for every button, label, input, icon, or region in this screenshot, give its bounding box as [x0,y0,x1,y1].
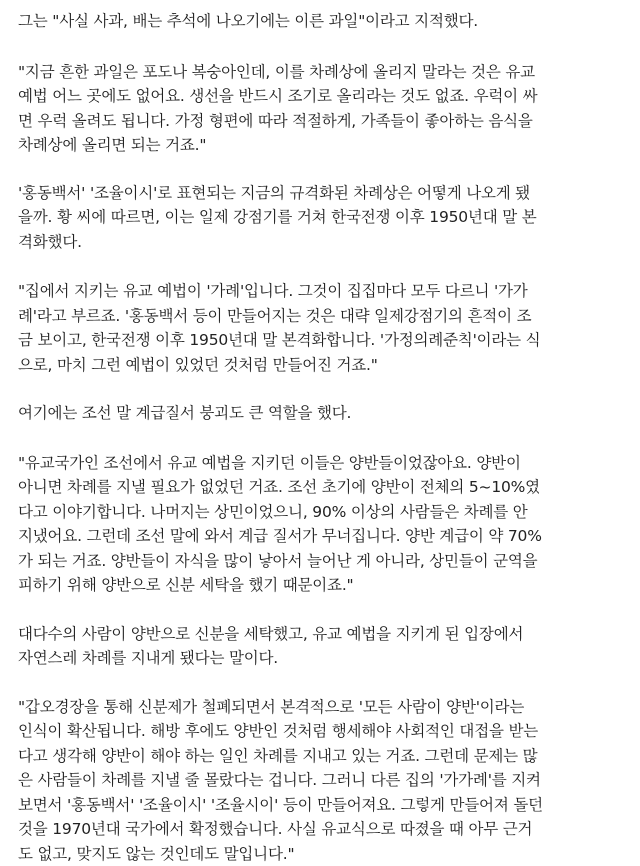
paragraph-line: 대다수의 사람이 양반으로 신분을 세탁했고, 유교 예법을 지키게 된 입장에서 [18,622,626,647]
paragraph-line: 피하기 위해 양반으로 신분 세탁을 했기 때문이죠." [18,573,626,598]
paragraph-line: 것을 1970년대 국가에서 확정했습니다. 사실 유교식으로 따졌을 때 아무 근거 [18,817,626,842]
paragraph-line: 면 우럭 올려도 됩니다. 가정 형편에 따라 적절하게, 가족들이 좋아하는 음식을 [18,109,626,134]
paragraph-line: 아니면 차례를 지낼 필요가 없었던 거죠. 조선 초기에 양반이 전체의 5~10%였 [18,475,626,500]
paragraph-8 [18,695,626,866]
paragraph-line: 을까. 황 씨에 따르면, 이는 일제 강점기를 거쳐 한국전쟁 이후 1950년대 말 본 [18,205,626,230]
paragraph-line: 인식이 확산됩니다. 해방 후에도 양반인 것처럼 행세해야 사회적인 대접을 받는 [18,719,626,744]
paragraph-line: 자연스레 차례를 지내게 됐다는 말이다. [18,646,626,671]
paragraph-line: '홍동백서' '조율이시'로 표현되는 지금의 규격화된 차례상은 어떻게 나오게 됐 [18,181,626,206]
paragraph-line: "유교국가인 조선에서 유교 예법을 지키던 이들은 양반들이었잖아요. 양반이 [18,451,626,476]
paragraph-line: 은 사람들이 차례를 지낼 줄 몰랐다는 겁니다. 그러니 다른 집의 '가가례'를 지켜 [18,768,626,793]
paragraph-line: 지냈어요. 그런데 조선 말에 와서 계급 질서가 무너집니다. 양반 계급이 약 70% [18,524,626,549]
paragraph-line: 예법 어느 곳에도 없어요. 생선을 반드시 조기로 올리라는 것도 없죠. 우럭이 싸 [18,84,626,109]
paragraph-line: 가 되는 거죠. 양반들이 자식을 많이 낳아서 늘어난 게 아니라, 상민들이 군역을 [18,549,626,574]
paragraph-line: 다고 이야기합니다. 나머지는 상민이었으니, 90% 이상의 사람들은 차례를 안 [18,500,626,525]
article-body [18,0,626,866]
paragraph-line: 그는 "사실 사과, 배는 추석에 나오기에는 이른 과일"이라고 지적했다. [18,9,626,34]
paragraph-line: 격화했다. [18,230,626,255]
paragraph-line: 금 보이고, 한국전쟁 이후 1950년대 말 본격화합니다. '가정의례준칙'이라는 식 [18,328,626,353]
paragraph-line: "지금 흔한 과일은 포도나 복숭아인데, 이를 차례상에 올리지 말라는 것은 유교 [18,60,626,85]
paragraph-line: "갑오경장을 통해 신분제가 철폐되면서 본격적으로 '모든 사람이 양반'이라는 [18,695,626,720]
paragraph-4 [18,279,626,377]
paragraph-1 [18,9,626,34]
paragraph-3 [18,181,626,255]
paragraph-2 [18,60,626,158]
paragraph-line: "집에서 지키는 유교 예법이 '가례'입니다. 그것이 집집마다 모두 다르니 '가가 [18,279,626,304]
paragraph-line: 보면서 '홍동백서' '조율이시' '조율시이' 등이 만들어져요. 그렇게 만들어져 돌던 [18,793,626,818]
paragraph-7 [18,622,626,671]
paragraph-6 [18,451,626,598]
paragraph-line: 례'라고 부르죠. '홍동백서 등이 만들어지는 것은 대략 일제강점기의 흔적이 조 [18,304,626,329]
paragraph-line: 다고 생각해 양반이 해야 하는 일인 차례를 지내고 있는 거죠. 그런데 문제는 많 [18,744,626,769]
paragraph-line: 도 없고, 맞지도 않는 것인데도 말입니다." [18,842,626,866]
paragraph-line: 으로, 마치 그런 예법이 있었던 것처럼 만들어진 거죠." [18,353,626,378]
paragraph-5 [18,401,626,426]
paragraph-line: 여기에는 조선 말 계급질서 붕괴도 큰 역할을 했다. [18,401,626,426]
paragraph-line: 차례상에 올리면 되는 거죠." [18,133,626,158]
